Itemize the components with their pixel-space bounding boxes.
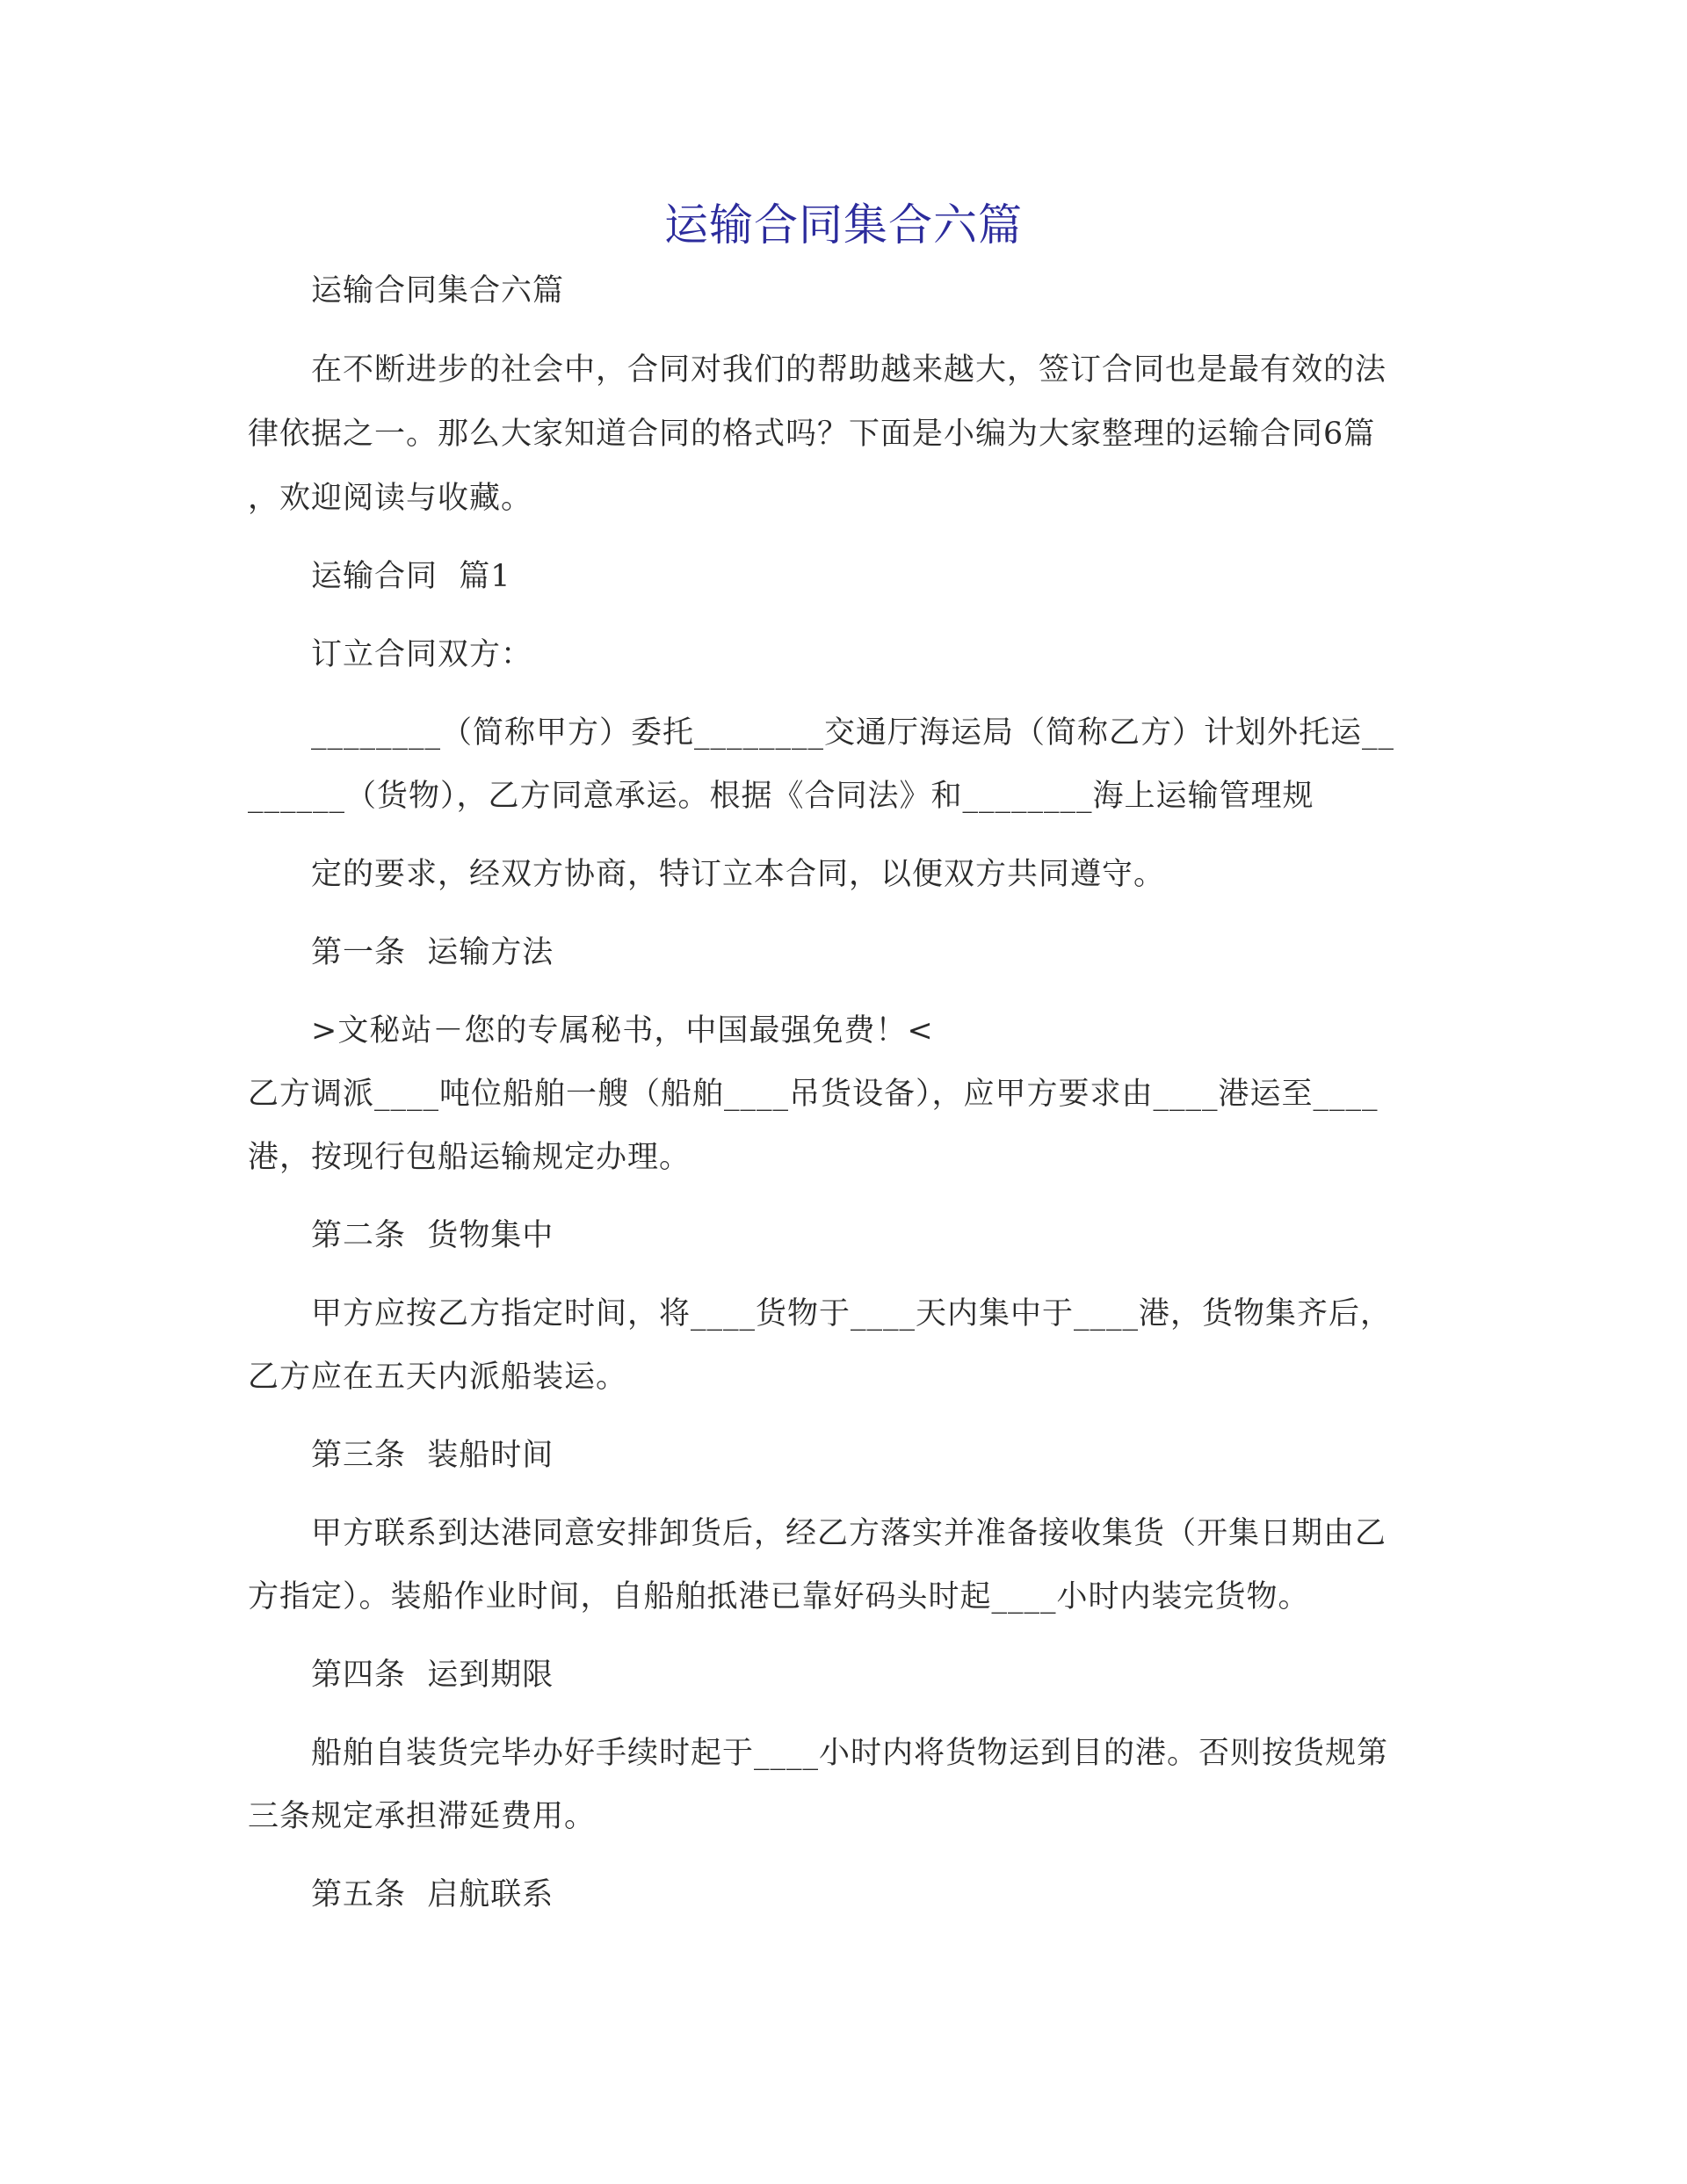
document-line: 订立合同双方： — [311, 637, 533, 672]
document-line: 运输合同 篇1 — [311, 559, 511, 594]
document-line: ________（简称甲方）委托________交通厅海运局（简称乙方）计划外托运__ — [311, 715, 1395, 751]
document-line: 船舶自装货完毕办好手续时起于____小时内将货物运到目的港。否则按货规第 — [311, 1736, 1389, 1771]
document-line: 乙方应在五天内派船装运。 — [248, 1360, 628, 1395]
document-line: ，欢迎阅读与收藏。 — [248, 481, 533, 516]
document-line: 甲方应按乙方指定时间，将____货物于____天内集中于____港，货物集齐后， — [311, 1296, 1393, 1331]
document-line: >文秘站－您的专属秘书，中国最强免费！< — [311, 1013, 934, 1048]
document-line: 乙方调派____吨位船舶一艘（船舶____吊货设备），应甲方要求由____港运至____ — [248, 1077, 1379, 1112]
document-title: 运输合同集合六篇 — [664, 200, 1023, 250]
document-line: 甲方联系到达港同意安排卸货后，经乙方落实并准备接收集货（开集日期由乙 — [311, 1516, 1387, 1551]
document-line: 定的要求，经双方协商，特订立本合同，以便双方共同遵守。 — [311, 857, 1166, 892]
document-line: ______（货物），乙方同意承运。根据《合同法》和________海上运输管理规 — [248, 779, 1314, 814]
document-line: 三条规定承担滞延费用。 — [248, 1799, 597, 1834]
document-line: 第三条 装船时间 — [311, 1438, 554, 1473]
document-line: 方指定）。装船作业时间，自船舶抵港已靠好码头时起____小时内装完货物。 — [248, 1579, 1310, 1614]
document-line: 运输合同集合六篇 — [311, 273, 565, 308]
document-line: 律依据之一。那么大家知道合同的格式吗？下面是小编为大家整理的运输合同6篇 — [248, 417, 1376, 452]
document-line: 在不断进步的社会中，合同对我们的帮助越来越大，签订合同也是最有效的法 — [311, 352, 1387, 388]
document-line: 第一条 运输方法 — [311, 935, 554, 970]
document-line: 第二条 货物集中 — [311, 1218, 554, 1253]
document-line: 第四条 运到期限 — [311, 1658, 554, 1693]
document-line: 第五条 启航联系 — [311, 1877, 554, 1912]
document-line: 港，按现行包船运输规定办理。 — [248, 1140, 691, 1175]
